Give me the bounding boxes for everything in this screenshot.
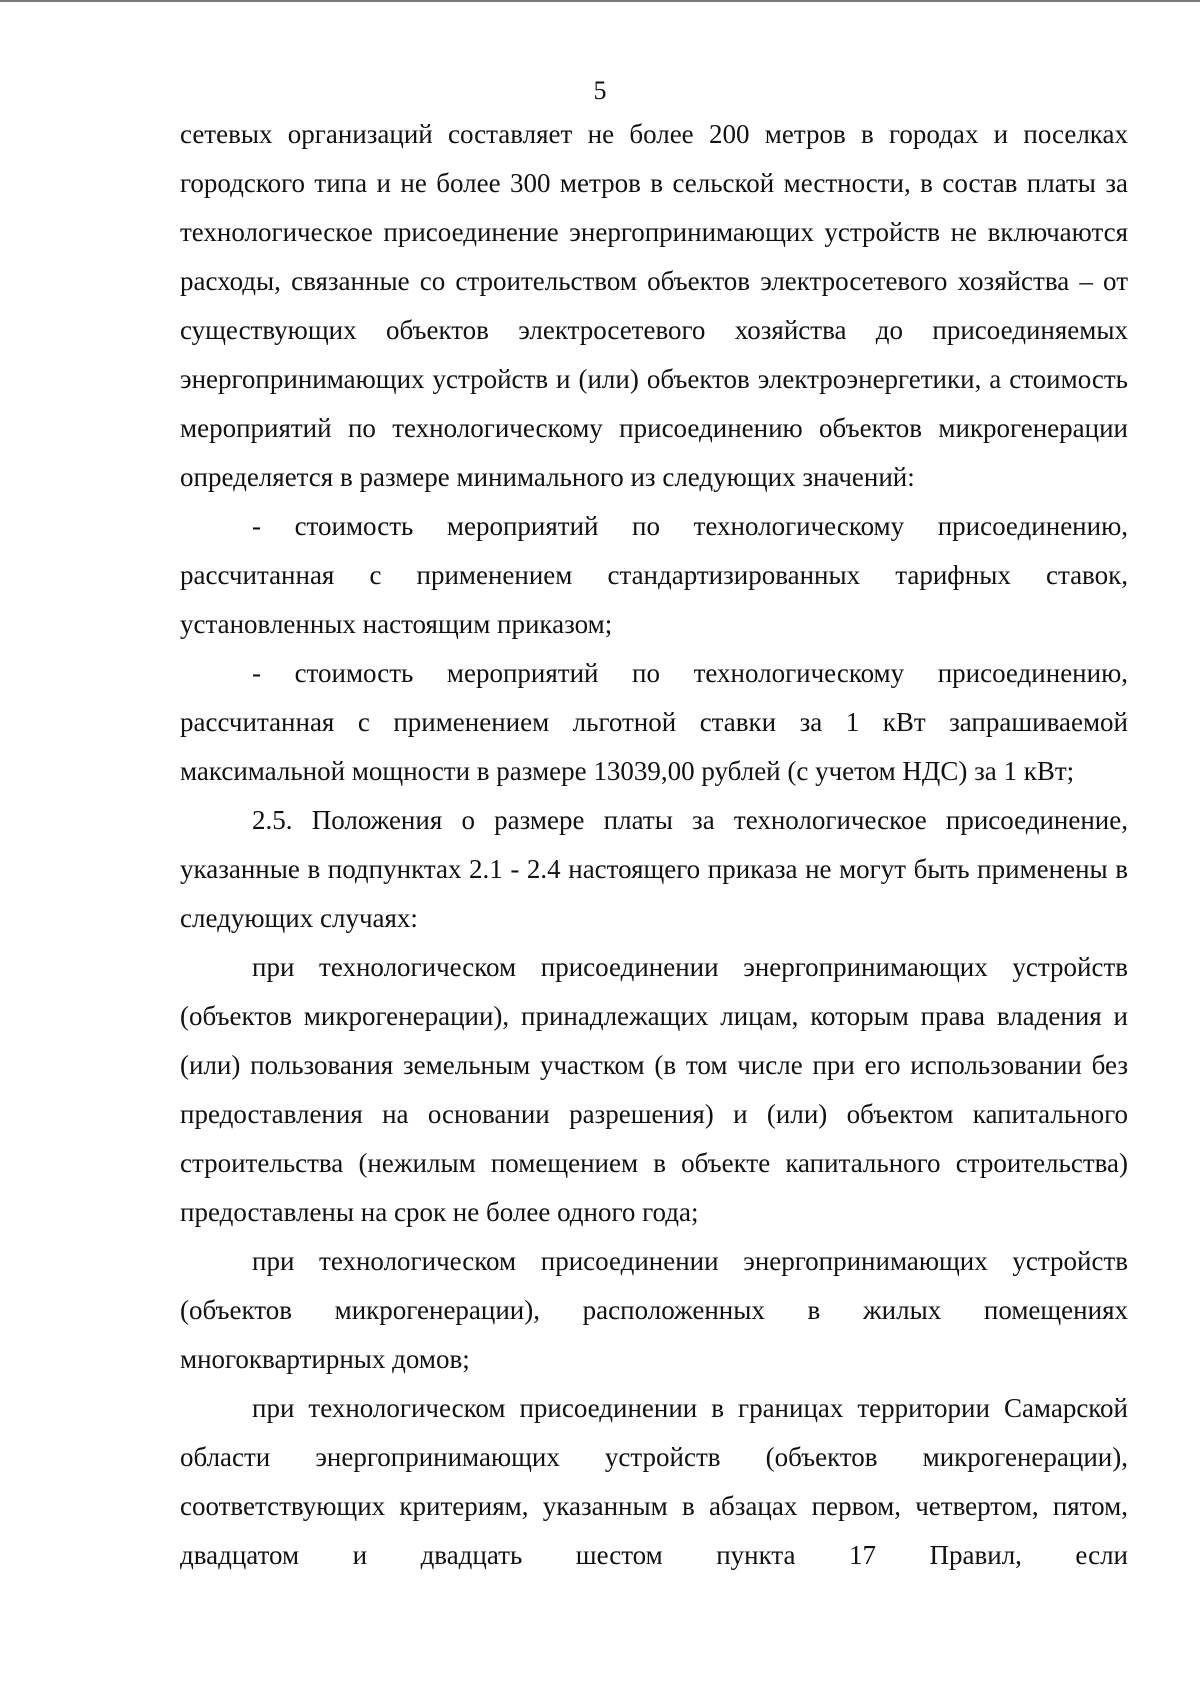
- document-body: [180, 110, 1128, 1580]
- paragraph-case-short-term-use: при технологическом присоединении энергопринимающих устройств (объектов микрогенерации), принадлежащих лицам, которым права владения и (или) пользования земельным участком (в том числе при его использовании без предоставления на основании разрешения) и (или) объектом капитального строительства (нежилым помещением в объекте капитального строительства) предоставлены на срок не более одного года;: [180, 952, 1128, 1227]
- paragraph-bullet-standard-rates: - стоимость мероприятий по технологическому присоединению, рассчитанная с применением стандартизированных тарифных ставок, установленных настоящим приказом;: [180, 511, 1128, 639]
- page-number: 5: [593, 76, 607, 105]
- paragraph-continuation: сетевых организаций составляет не более 200 метров в городах и поселках городского типа и не более 300 метров в сельской местности, в состав платы за технологическое присоединение энергопринимающих устройств не включаются расходы, связанные со строительством объектов электросетевого хозяйства – от существующих объектов электросетевого хозяйства до присоединяемых энергопринимающих устройств и (или) объектов электроэнергетики, а стоимость мероприятий по технологическому присоединению объектов микрогенерации определяется в размере минимального из следующих значений:: [180, 119, 1128, 492]
- paragraph-case-samara-region: при технологическом присоединении в границах территории Самарской области энергопринимающих устройств (объектов микрогенерации), соответствующих критериям, указанным в абзацах первом, четвертом, пятом, двадцатом и двадцать шестом пункта 17 Правил, если: [180, 1393, 1128, 1570]
- paragraph-bullet-preferential-rate: - стоимость мероприятий по технологическому присоединению, рассчитанная с применением льготной ставки за 1 кВт запрашиваемой максимальной мощности в размере 13039,00 рублей (с учетом НДС) за 1 кВт;: [180, 658, 1128, 786]
- paragraph-clause-2-5: 2.5. Положения о размере платы за технологическое присоединение, указанные в подпунктах 2.1 - 2.4 настоящего приказа не могут быть применены в следующих случаях:: [180, 805, 1128, 933]
- paragraph-case-apartment-buildings: при технологическом присоединении энергопринимающих устройств (объектов микрогенерации), расположенных в жилых помещениях многоквартирных домов;: [180, 1246, 1128, 1374]
- top-border-line: [0, 0, 1200, 2]
